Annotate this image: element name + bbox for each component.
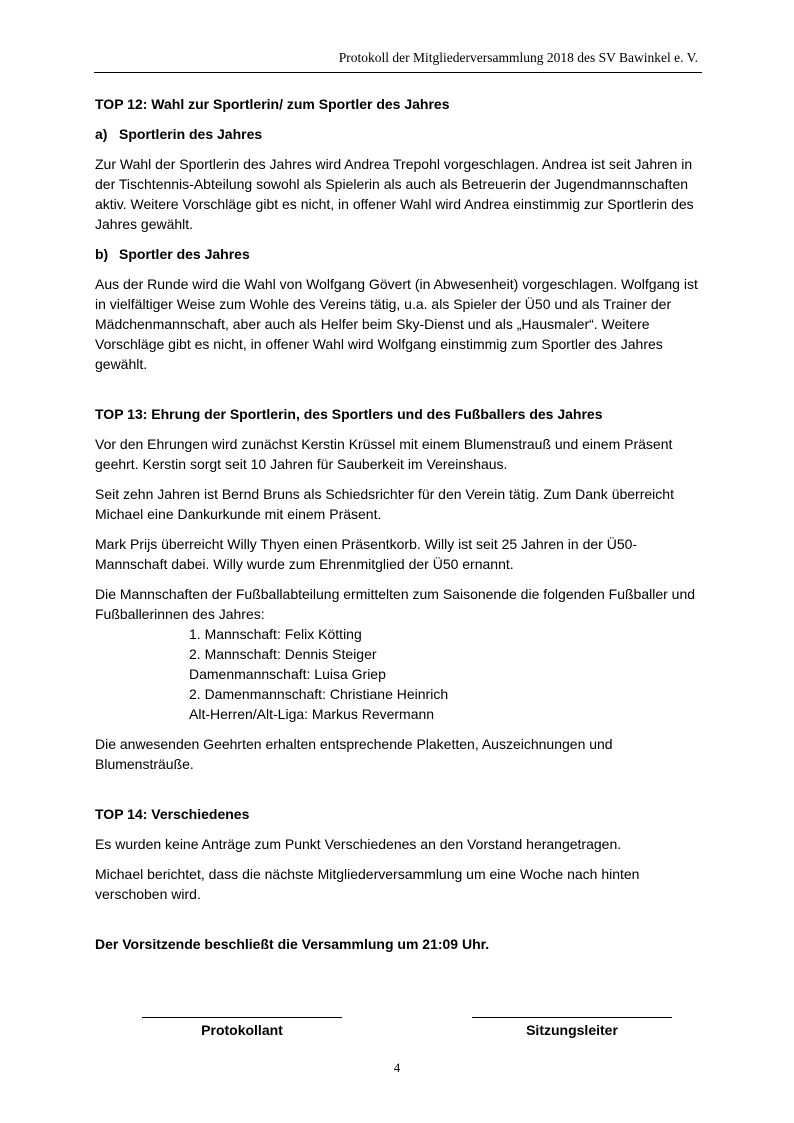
list-item: 2. Mannschaft: Dennis Steiger: [189, 646, 377, 662]
award-list: [189, 624, 705, 724]
top14-paragraph-2: Michael berichtet, dass die nächste Mitgliederversammlung um eine Woche nach hinten verschoben wird.: [95, 866, 640, 902]
list-item: Damenmannschaft: Luisa Griep: [189, 666, 386, 682]
top13-paragraph-5: Die anwesenden Geehrten erhalten entsprechende Plaketten, Auszeichnungen und Blumensträuße.: [95, 736, 613, 772]
signature-line: [142, 1008, 342, 1018]
section-spacer: [95, 914, 705, 934]
top12-a-paragraph: Zur Wahl der Sportlerin des Jahres wird Andrea Trepohl vorgeschlagen. Andrea ist seit Jahren in der Tischtennis-Abteilung sowohl als Spielerin als auch als Betreuerin der Jugendmannschaften aktiv. Weitere Vorschläge gibt es nicht, in offener Wahl wird Andrea einstimmig zur Sportlerin des Jahres gewählt.: [95, 156, 694, 232]
list-item: 2. Damenmannschaft: Christiane Heinrich: [189, 686, 449, 702]
signature-block-right: [472, 1008, 672, 1038]
top13-paragraph-4: Die Mannschaften der Fußballabteilung ermittelten zum Saisonende die folgenden Fußballer und Fußballerinnen des Jahres:: [95, 586, 696, 622]
top12-b-title-text: Sportler des Jahres: [119, 246, 250, 262]
section-spacer: [95, 384, 705, 404]
top14-paragraph-1: Es wurden keine Anträge zum Punkt Verschiedenes an den Vorstand herangetragen.: [95, 836, 622, 852]
top13-heading: TOP 13: Ehrung der Sportlerin, des Sportlers und des Fußballers des Jahres: [95, 406, 603, 422]
header-divider: [94, 72, 702, 73]
page-number: 4: [393, 1060, 401, 1075]
top12-a-title: [95, 124, 705, 144]
signature-label-right: Sitzungsleiter: [526, 1022, 618, 1038]
top12-a-title-text: Sportlerin des Jahres: [119, 126, 263, 142]
top12-b-marker: b): [95, 246, 109, 262]
signature-block-left: [142, 1008, 342, 1038]
signature-label-left: Protokollant: [201, 1022, 283, 1038]
page-header: Protokoll der Mitgliederversammlung 2018 des SV Bawinkel e. V.: [338, 50, 698, 65]
top12-a-marker: a): [95, 126, 108, 142]
top12-heading: TOP 12: Wahl zur Sportlerin/ zum Sportler des Jahres: [95, 96, 450, 112]
top12-b-title: [95, 244, 705, 264]
top13-paragraph-3: Mark Prijs überreicht Willy Thyen einen Präsentkorb. Willy ist seit 25 Jahren in der Ü50-Mannschaft dabei. Willy wurde zum Ehrenmitglied der Ü50 ernannt.: [95, 536, 638, 572]
top12-b-paragraph: Aus der Runde wird die Wahl von Wolfgang Gövert (in Abwesenheit) vorgeschlagen. Wolfgang ist in vielfältiger Weise zum Wohle des Vereins tätig, u.a. als Spieler der Ü50 und als Trainer der Mädchenmannschaft, aber auch als Helfer beim Sky-Dienst und als „Hausmaler“. Weitere Vorschläge gibt es nicht, in offener Wahl wird Wolfgang einstimmig zum Sportler des Jahres gewählt.: [95, 276, 698, 372]
list-item: 1. Mannschaft: Felix Kötting: [189, 626, 362, 642]
closing-statement: Der Vorsitzende beschließt die Versammlung um 21:09 Uhr.: [95, 936, 490, 952]
top13-paragraph-1: Vor den Ehrungen wird zunächst Kerstin Krüssel mit einem Blumenstrauß und einem Präsent geehrt. Kerstin sorgt seit 10 Jahren für Sauberkeit im Vereinshaus.: [95, 436, 673, 472]
top13-paragraph-2: Seit zehn Jahren ist Bernd Bruns als Schiedsrichter für den Verein tätig. Zum Dank überreicht Michael eine Dankurkunde mit einem Präsent.: [95, 486, 674, 522]
section-spacer: [95, 784, 705, 804]
list-item: Alt-Herren/Alt-Liga: Markus Revermann: [189, 706, 435, 722]
document-body: [95, 94, 705, 964]
top14-heading: TOP 14: Verschiedenes: [95, 806, 250, 822]
signature-line: [472, 1008, 672, 1018]
